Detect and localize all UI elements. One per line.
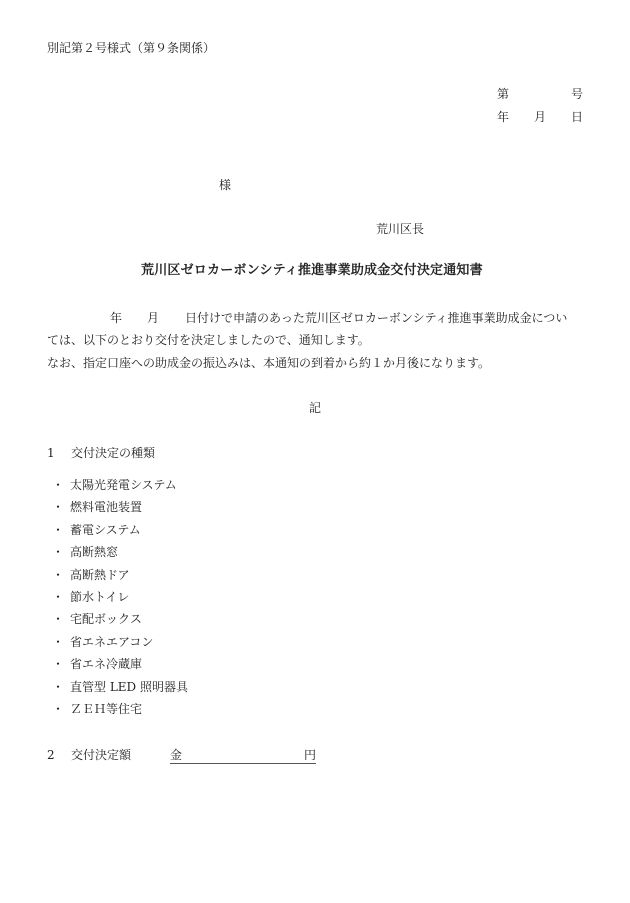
form-number: 別記第２号様式（第９条関係）: [47, 41, 216, 55]
list-item: [47, 612, 188, 634]
body-year-label: 年: [110, 311, 123, 325]
addressee-suffix: 様: [219, 178, 232, 192]
date-year-label: 年: [497, 110, 510, 124]
list-item: [47, 590, 188, 612]
list-item: [47, 680, 188, 702]
section-1-title: 交付決定の種類: [71, 446, 156, 460]
list-item: [47, 545, 188, 567]
bullet-icon: ・: [52, 545, 65, 560]
list-item-label: ＺＥＨ等住宅: [70, 701, 143, 716]
grant-amount-field: [170, 748, 316, 764]
list-item: [47, 500, 188, 522]
list-item-label: 高断熱窓: [70, 545, 119, 560]
bullet-icon: ・: [52, 657, 65, 672]
list-item-label: 直管型 LED 照明器具: [70, 679, 188, 694]
list-item: [47, 657, 188, 679]
body-month-label: 月: [147, 311, 160, 325]
reference-go-label: 号: [571, 87, 584, 101]
list-item: [47, 635, 188, 657]
section-1-number: 1: [47, 446, 55, 460]
sender-name: 荒川区長: [376, 222, 425, 236]
body-line-3: なお、指定口座への助成金の振込みは、本通知の到着から約１か月後になります。: [47, 356, 491, 370]
bullet-icon: ・: [52, 612, 65, 627]
body-line-2: ては、以下のとおり交付を決定しましたので、通知します。: [47, 333, 370, 347]
list-item-label: 節水トイレ: [70, 589, 130, 604]
bullet-icon: ・: [52, 679, 65, 694]
list-item-label: 蓄電システム: [70, 522, 141, 537]
bullet-icon: ・: [52, 567, 65, 582]
ki-heading: 記: [309, 401, 322, 415]
amount-suffix: 円: [303, 748, 316, 762]
bullet-icon: ・: [52, 522, 65, 537]
bullet-icon: ・: [52, 500, 65, 515]
bullet-icon: ・: [52, 589, 65, 604]
list-item-label: 高断熱ドア: [70, 567, 130, 582]
list-item-label: 燃料電池装置: [70, 500, 143, 515]
list-item-label: 省エネ冷蔵庫: [70, 657, 143, 672]
list-item: [47, 478, 188, 500]
section-2-heading: [47, 748, 327, 764]
date-month-label: 月: [534, 110, 547, 124]
date-day-label: 日: [571, 110, 584, 124]
section-2-title: 交付決定額: [71, 748, 132, 762]
reference-dai-label: 第: [497, 87, 510, 101]
list-item-label: 宅配ボックス: [70, 612, 142, 627]
list-item-label: 省エネエアコン: [70, 634, 154, 649]
section-1-heading: [47, 446, 155, 460]
grant-type-list: [47, 478, 188, 724]
document-title: 荒川区ゼロカーボンシティ推進事業助成金交付決定通知書: [141, 263, 483, 278]
list-item: [47, 523, 188, 545]
amount-prefix: 金: [170, 748, 183, 762]
bullet-icon: ・: [52, 634, 65, 649]
list-item: [47, 568, 188, 590]
body-line-1-text: 日付けで申請のあった荒川区ゼロカーボンシティ推進事業助成金につい: [185, 311, 568, 325]
bullet-icon: ・: [52, 701, 65, 716]
section-2-number: 2: [47, 748, 55, 762]
list-item-label: 太陽光発電システム: [70, 478, 177, 492]
bullet-icon: ・: [52, 478, 65, 492]
list-item: [47, 702, 188, 724]
body-line-1: [47, 311, 587, 325]
